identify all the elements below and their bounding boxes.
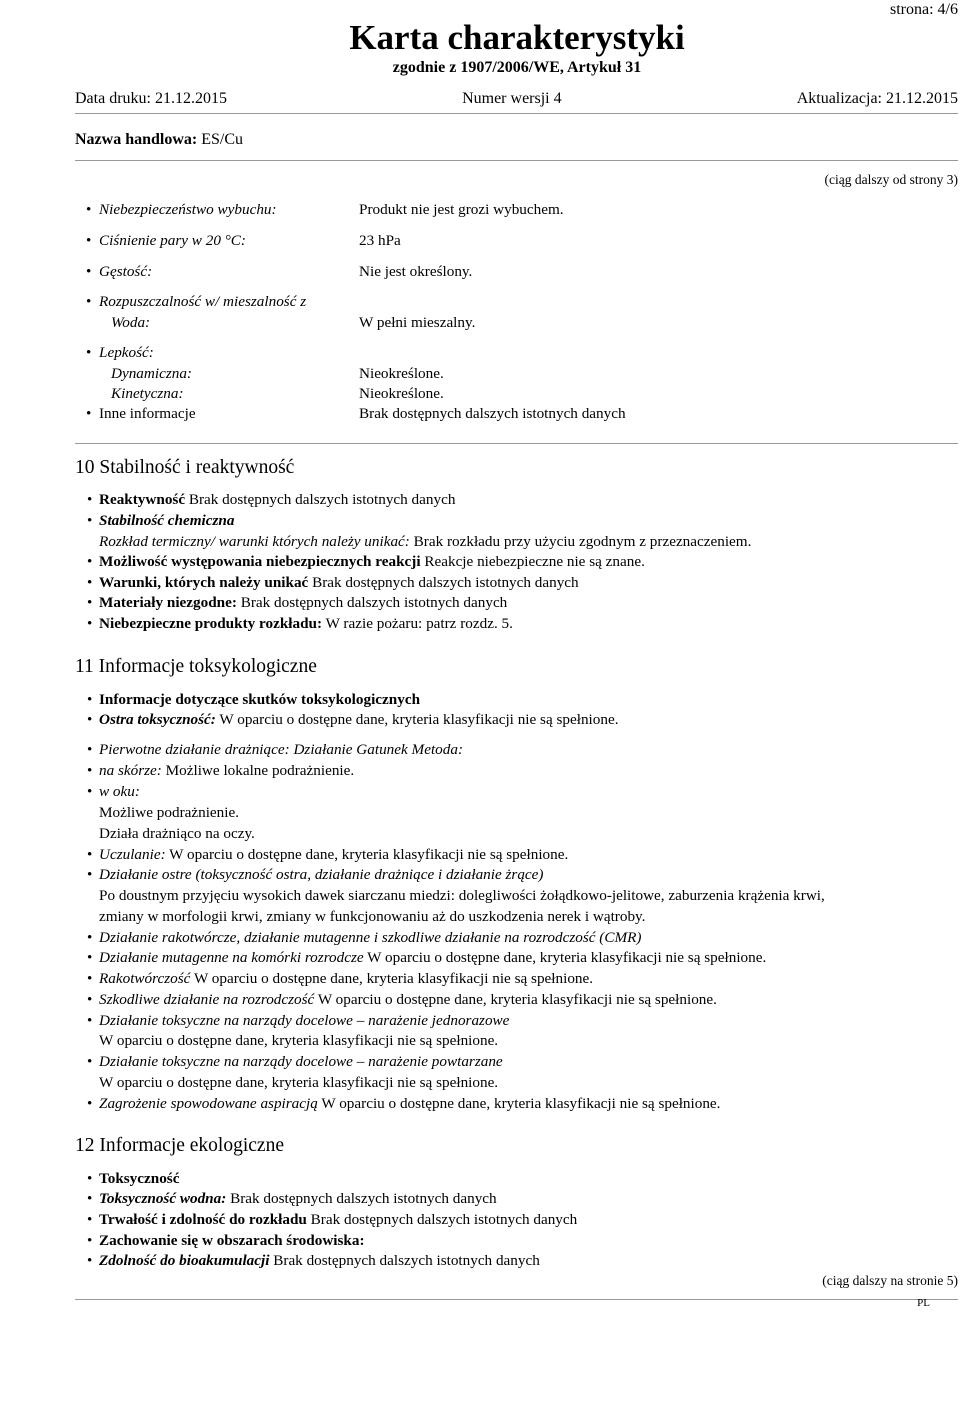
list-item: • Toksyczność xyxy=(87,1170,180,1187)
list-item: • Możliwość występowania niebezpiecznych reakcji Reakcje niebezpieczne nie są znane. xyxy=(87,553,645,570)
section-12-title: 12 Informacje ekologiczne xyxy=(75,1135,284,1156)
list-item: • Trwałość i zdolność do rozkładu Brak dostępnych dalszych istotnych danych xyxy=(87,1211,578,1228)
list-item: • Działanie rakotwórcze, działanie mutagenne i szkodliwe działanie na rozrodczość (CMR) xyxy=(87,929,642,946)
language-code: PL xyxy=(917,1297,930,1309)
list-item: • Zagrożenie spowodowane aspiracją W oparciu o dostępne dane, kryteria klasyfikacji nie są spełnione. xyxy=(87,1095,721,1112)
list-item: • Informacje dotyczące skutków toksykologicznych xyxy=(87,691,421,708)
prop-sublabel: Kinetyczna: xyxy=(111,385,184,402)
list-item: • Toksyczność wodna: Brak dostępnych dalszych istotnych danych xyxy=(87,1190,497,1207)
list-item: • Stabilność chemiczna xyxy=(87,512,235,529)
continued-from: (ciąg dalszy od strony 3) xyxy=(824,172,958,187)
list-item: • Niebezpieczne produkty rozkładu: W razie pożaru: patrz rozdz. 5. xyxy=(87,615,513,632)
prop-value: Nieokreślone. xyxy=(359,365,444,382)
prop-value: 23 hPa xyxy=(359,232,401,249)
list-item: • na skórze: Możliwe lokalne podrażnienie. xyxy=(87,762,355,779)
prop-label: Niebezpieczeństwo wybuchu: xyxy=(99,201,277,218)
prop-label: Lepkość: xyxy=(99,344,154,361)
trade-name-label: Nazwa handlowa: xyxy=(75,131,198,148)
meta-line xyxy=(75,89,958,110)
document-title: Karta charakterystyki xyxy=(349,18,685,57)
document-subtitle: zgodnie z 1907/2006/WE, Artykuł 31 xyxy=(392,59,642,76)
update-date: Aktualizacja: 21.12.2015 xyxy=(796,90,958,107)
list-text: Możliwe podrażnienie. xyxy=(99,804,240,821)
page-number: strona: 4/6 xyxy=(890,1,958,18)
list-item: • Pierwotne działanie drażniące: Działanie Gatunek Metoda: xyxy=(87,741,464,758)
list-item: • Materiały niezgodne: Brak dostępnych dalszych istotnych danych xyxy=(87,594,508,611)
list-item: • Warunki, których należy unikać Brak dostępnych dalszych istotnych danych xyxy=(87,574,579,591)
list-item: • Działanie mutagenne na komórki rozrodcze W oparciu o dostępne dane, kryteria klasyfikacji nie są spełnione. xyxy=(87,949,767,966)
list-item: • Uczulanie: W oparciu o dostępne dane, kryteria klasyfikacji nie są spełnione. xyxy=(87,846,569,863)
list-item: • Zachowanie się w obszarach środowiska: xyxy=(87,1232,365,1249)
continued-to: (ciąg dalszy na stronie 5) xyxy=(822,1273,958,1288)
list-text: zmiany w morfologii krwi, zmiany w funkcjonowaniu aż do uszkodzenia nerek i wątroby. xyxy=(99,908,646,925)
prop-value: Brak dostępnych dalszych istotnych danych xyxy=(359,405,626,422)
prop-value: Nieokreślone. xyxy=(359,385,444,402)
list-item: • Ostra toksyczność: W oparciu o dostępne dane, kryteria klasyfikacji nie są spełnione. xyxy=(87,711,619,728)
prop-value: Nie jest określony. xyxy=(359,263,473,280)
list-item: • Szkodliwe działanie na rozrodczość W oparciu o dostępne dane, kryteria klasyfikacji nie są spełnione. xyxy=(87,991,717,1008)
list-item: • Zdolność do bioakumulacji Brak dostępnych dalszych istotnych danych xyxy=(87,1252,540,1269)
list-item: • Działanie ostre (toksyczność ostra, działanie drażniące i działanie żrące) xyxy=(87,866,544,883)
section-10-title: 10 Stabilność i reaktywność xyxy=(75,457,295,478)
list-text: Po doustnym przyjęciu wysokich dawek siarczanu miedzi: dolegliwości żołądkowo-jelitowe, zaburzenia krążenia krwi, xyxy=(99,887,825,904)
prop-label: Rozpuszczalność w/ mieszalność z xyxy=(99,293,307,310)
section-divider xyxy=(75,443,958,444)
footer-divider xyxy=(75,1299,958,1300)
list-item: • w oku: xyxy=(87,783,140,800)
prop-label: Gęstość: xyxy=(99,263,153,280)
header-divider xyxy=(75,113,958,114)
list-item: • Działanie toksyczne na narządy docelowe – narażenie jednorazowe xyxy=(87,1012,510,1029)
trade-divider xyxy=(75,160,958,161)
list-text: Rozkład termiczny/ warunki których należy unikać: Brak rozkładu przy użyciu zgodnym z przeznaczeniem. xyxy=(99,533,752,550)
trade-name xyxy=(75,130,243,151)
prop-sublabel: Woda: xyxy=(111,314,151,331)
list-item: • Rakotwórczość W oparciu o dostępne dane, kryteria klasyfikacji nie są spełnione. xyxy=(87,970,594,987)
prop-sublabel: Dynamiczna: xyxy=(111,365,192,382)
prop-label: Ciśnienie pary w 20 °C: xyxy=(99,232,246,249)
section-11-title: 11 Informacje toksykologiczne xyxy=(75,656,317,677)
list-item: • Reaktywność Brak dostępnych dalszych istotnych danych xyxy=(87,491,456,508)
prop-value: Produkt nie jest grozi wybuchem. xyxy=(359,201,564,218)
print-date: Data druku: 21.12.2015 xyxy=(75,90,227,107)
list-text: W oparciu o dostępne dane, kryteria klasyfikacji nie są spełnione. xyxy=(99,1032,499,1049)
prop-value: W pełni mieszalny. xyxy=(359,314,476,331)
trade-name-value: ES/Cu xyxy=(201,131,244,148)
version-number: Numer wersji 4 xyxy=(462,90,562,107)
list-text: W oparciu o dostępne dane, kryteria klasyfikacji nie są spełnione. xyxy=(99,1074,499,1091)
list-text: Działa drażniąco na oczy. xyxy=(99,825,255,842)
prop-label: Inne informacje xyxy=(99,405,196,422)
list-item: • Działanie toksyczne na narządy docelowe – narażenie powtarzane xyxy=(87,1053,503,1070)
